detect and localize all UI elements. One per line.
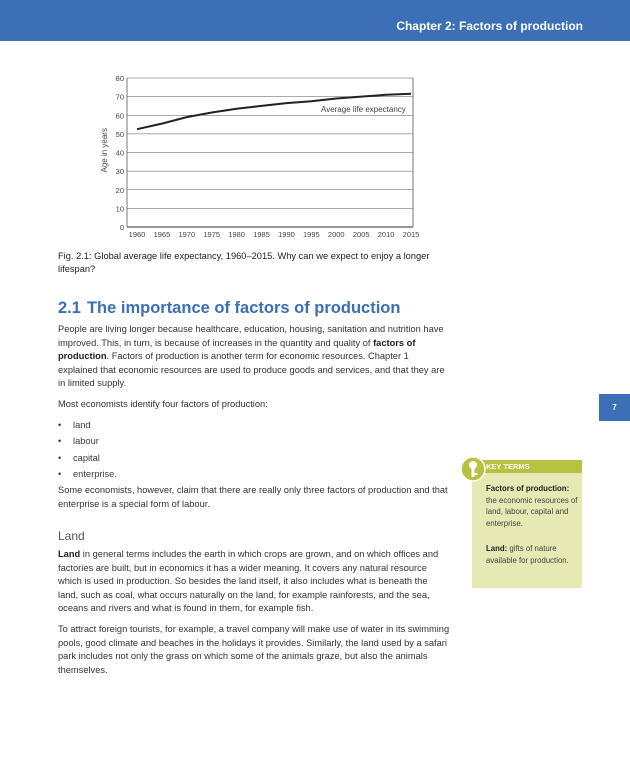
intro-paragraph — [58, 323, 450, 391]
x-tick-label: 1980 — [228, 230, 245, 239]
four-factors-paragraph: Most economists identify four factors of production: — [58, 399, 268, 409]
chapter-title: Chapter 2: Factors of production — [396, 19, 583, 33]
key-term-factors — [486, 483, 578, 529]
land-term-bold: Land — [58, 549, 81, 559]
key-term-land — [486, 543, 578, 566]
y-tick-label: 40 — [115, 148, 124, 158]
key-term-land-definition: gifts of nature available for production. — [486, 544, 569, 565]
y-tick-label: 10 — [115, 204, 124, 214]
x-tick-label: 2000 — [327, 230, 345, 239]
section-number: 2.1 — [58, 299, 81, 317]
list-item: • enterprise. — [58, 466, 117, 482]
key-terms-title: KEY TERMS — [486, 462, 530, 471]
y-axis-label: Age in years — [100, 128, 109, 173]
y-tick-label: 30 — [115, 167, 124, 177]
land-paragraph — [58, 548, 450, 616]
list-item: • capital — [58, 450, 117, 466]
section-heading — [58, 299, 400, 318]
tourism-paragraph: To attract foreign tourists, for example, a travel company will make use of water in its swimming pools, good climate and beaches in the holidays it provides. Similarly, the land used by a safari park includes not only the grass on which some of the animals graze, but also the animals themselves. — [58, 624, 450, 675]
y-tick-label: 60 — [115, 111, 124, 121]
x-tick-label: 1970 — [178, 230, 196, 239]
key-term-factors-label: Factors of production: — [486, 484, 570, 493]
key-icon — [460, 456, 486, 482]
y-tick-label: 0 — [119, 223, 124, 232]
factors-list — [58, 417, 117, 483]
chapter-header — [0, 0, 630, 41]
y-tick-label: 70 — [115, 92, 124, 102]
x-tick-label: 1995 — [303, 230, 320, 239]
intro-text-a: People are living longer because healthcare, education, housing, sanitation and nutrition have improved. This, in turn, is because of increases in the quantity and quality of — [58, 324, 444, 348]
y-tick-label: 50 — [115, 129, 124, 139]
x-tick-label: 1960 — [128, 230, 146, 239]
intro-text-b: . Factors of production is another term for economic resources. Chapter 1 explained that economic resources are used to produce goods and services, and that they are in limited supply. — [58, 351, 445, 389]
x-tick-label: 1975 — [203, 230, 221, 239]
key-term-land-label: Land: — [486, 544, 508, 553]
x-tick-label: 1985 — [253, 230, 270, 239]
figure-caption: Fig. 2.1: Global average life expectancy, 1960–2015. Why can we expect to enjoy a longer lifespan? — [58, 251, 430, 274]
three-factors-paragraph: Some economists, however, claim that there are really only three factors of production and that enterprise is a special form of labour. — [58, 485, 448, 509]
list-item: • labour — [58, 433, 117, 449]
y-tick-label: 20 — [115, 185, 124, 195]
x-tick-label: 2005 — [352, 230, 370, 239]
factors-term-bold: factors of production — [58, 337, 416, 362]
key-term-factors-definition: the economic resources of land, labour, capital and enterprise. — [486, 495, 578, 528]
life-expectancy-chart — [95, 68, 425, 243]
land-subheading: Land — [58, 529, 85, 543]
x-tick-label: 1965 — [153, 230, 171, 239]
x-tick-label: 2015 — [402, 230, 420, 239]
list-item: • land — [58, 417, 117, 433]
legend-label: Average life expectancy — [321, 105, 406, 114]
x-tick-label: 2010 — [377, 230, 395, 239]
y-tick-label: 80 — [115, 74, 124, 83]
section-title-text: The importance of factors of production — [86, 299, 401, 317]
x-tick-label: 1990 — [278, 230, 295, 239]
land-text: in general terms includes the earth in which crops are grown, and on which offices and factories are built, but in economics it has a wider meaning. It covers any natural resource which is used in production. So besides the land itself, it also includes what is beneath the land, such as coal, what occurs naturally on the land, for example rainforests, and the sea, oceans and rivers and what is found in them, for example fish. — [58, 549, 439, 614]
page-number-tab: 7 — [599, 394, 630, 421]
